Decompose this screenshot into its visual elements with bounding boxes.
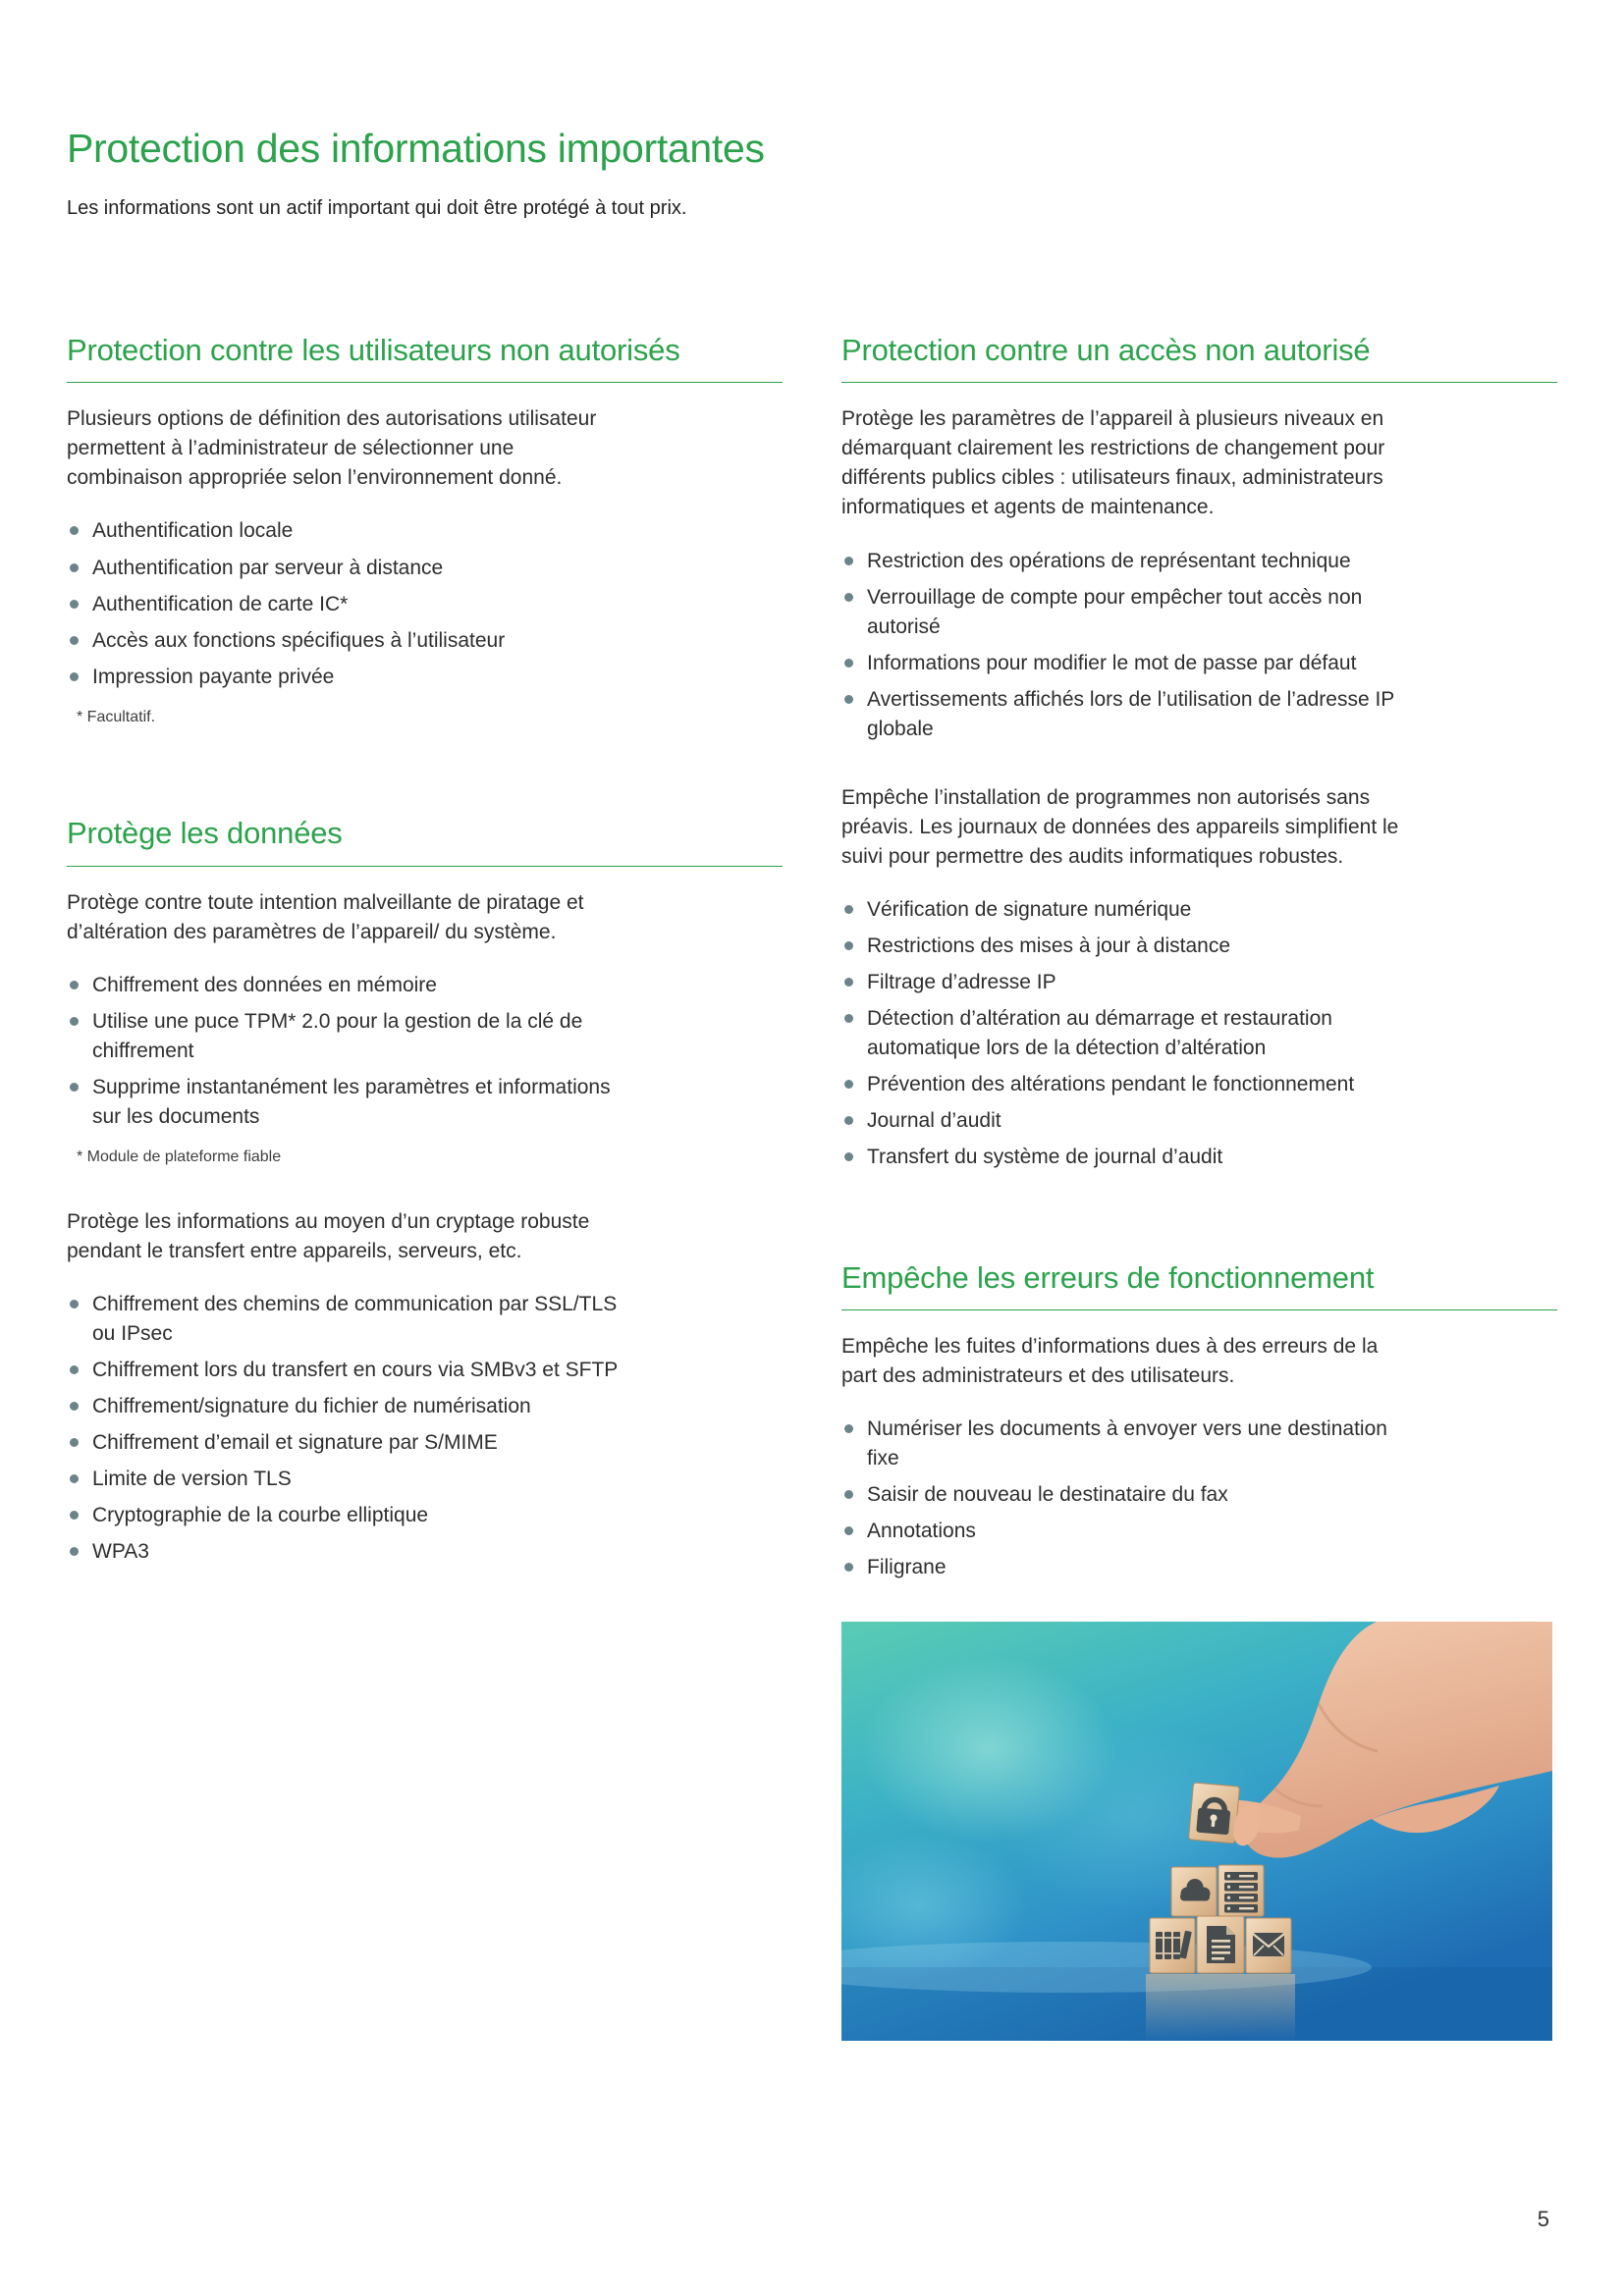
section-heading: Protection contre un accès non autorisé	[841, 333, 1371, 368]
bullet-list	[67, 516, 626, 691]
list-item: Prévention des altérations pendant le fonctionnement	[841, 1070, 1401, 1099]
section-rule	[841, 382, 1557, 383]
blocks-reflection	[1146, 1974, 1295, 2041]
document-icon	[1207, 1926, 1235, 1963]
section-intro: Plusieurs options de définition des autorisations utilisateur permettent à l’administrateur de sélectionner une combinaison appropriée selon l’environnement donné.	[67, 407, 597, 490]
page-subtitle: Les informations sont un actif important qui doit être protégé à tout prix.	[67, 197, 687, 220]
section-heading: Empêche les erreurs de fonctionnement	[841, 1259, 1375, 1295]
section-unauthorized-users	[67, 331, 783, 727]
list-item: Utilise une puce TPM* 2.0 pour la gestion de la clé de chiffrement	[67, 1007, 626, 1066]
list-item: Restriction des opérations de représentant technique	[841, 547, 1401, 576]
section-intro-2: Empêche l’installation de programmes non autorisés sans préavis. Les journaux de données des appareils simplifient le suivi pour permettre des audits informatiques robustes.	[841, 785, 1399, 868]
list-item: Chiffrement d’email et signature par S/MIME	[67, 1428, 626, 1458]
list-item: Accès aux fonctions spécifiques à l’utilisateur	[67, 626, 626, 656]
list-item: Chiffrement des chemins de communication par SSL/TLS ou IPsec	[67, 1290, 626, 1349]
list-item: Filtrage d’adresse IP	[841, 968, 1401, 997]
list-item: Supprime instantanément les paramètres et informations sur les documents	[67, 1073, 626, 1132]
list-item: Saisir de nouveau le destinataire du fax	[841, 1480, 1401, 1510]
bullet-list	[67, 1290, 626, 1567]
list-item: Cryptographie de la courbe elliptique	[67, 1501, 626, 1530]
list-item: Authentification par serveur à distance	[67, 554, 626, 583]
footnote: * Facultatif.	[77, 708, 156, 725]
section-unauthorized-access	[841, 331, 1557, 1172]
list-item: Impression payante privée	[67, 663, 626, 692]
list-item: Chiffrement lors du transfert en cours via SMBv3 et SFTP	[67, 1356, 626, 1385]
list-item: Limite de version TLS	[67, 1465, 626, 1494]
list-item: Vérification de signature numérique	[841, 895, 1401, 925]
list-item: Journal d’audit	[841, 1106, 1401, 1136]
section-intro: Protège contre toute intention malveillante de piratage et d’altération des paramètres de l’appareil/ du système.	[67, 890, 584, 943]
section-intro: Empêche les fuites d’informations dues à des erreurs de la part des administrateurs et des utilisateurs.	[841, 1335, 1379, 1388]
section-rule	[67, 866, 783, 867]
list-item: Verrouillage de compte pour empêcher tout accès non autorisé	[841, 583, 1401, 642]
two-column-layout	[67, 331, 1557, 2041]
list-item: Avertissements affichés lors de l’utilisation de l’adresse IP globale	[841, 685, 1401, 744]
page-number: 5	[1537, 2207, 1549, 2231]
document-block	[1197, 1916, 1244, 1973]
mail-icon	[1253, 1933, 1284, 1956]
list-item: Transfert du système de journal d’audit	[841, 1143, 1401, 1172]
list-item: Chiffrement/signature du fichier de numérisation	[67, 1392, 626, 1421]
list-item: Numériser les documents à envoyer vers une destination fixe	[841, 1415, 1401, 1473]
section-rule	[841, 1309, 1557, 1310]
section-heading: Protection contre les utilisateurs non autorisés	[67, 333, 680, 368]
server-block	[1218, 1865, 1264, 1916]
footnote: * Module de plateforme fiable	[77, 1148, 282, 1165]
list-item: Restrictions des mises à jour à distance	[841, 932, 1401, 961]
list-item: Annotations	[841, 1517, 1401, 1546]
security-blocks-photo	[841, 1622, 1552, 2041]
lock-block	[1189, 1783, 1240, 1843]
bullet-list	[841, 1415, 1401, 1582]
list-item: Filigrane	[841, 1553, 1401, 1582]
list-item: Informations pour modifier le mot de passe par défaut	[841, 649, 1401, 678]
section-intro: Protège les paramètres de l’appareil à plusieurs niveaux en démarquant clairement les restrictions de changement pour différents publics cibles : utilisateurs finaux, administrateurs informatiques et agents de maintenance.	[841, 407, 1385, 519]
bullet-list	[841, 547, 1401, 744]
right-column	[841, 331, 1557, 2041]
bullet-list	[841, 895, 1401, 1172]
mail-block	[1246, 1918, 1291, 1973]
section-intro-2: Protège les informations au moyen d’un cryptage robuste pendant le transfert entre appareils, serveurs, etc.	[67, 1209, 590, 1262]
list-item: WPA3	[67, 1537, 626, 1567]
page-title: Protection des informations importantes	[67, 126, 765, 171]
section-heading: Protège les données	[67, 816, 343, 851]
list-item: Authentification de carte IC*	[67, 590, 626, 619]
list-item: Détection d’altération au démarrage et restauration automatique lors de la détection d’altération	[841, 1004, 1401, 1063]
list-item: Authentification locale	[67, 516, 626, 546]
section-rule	[67, 382, 783, 383]
section-protects-data	[67, 814, 783, 1566]
bullet-list	[67, 971, 626, 1132]
cloud-block	[1171, 1867, 1217, 1916]
binders-icon	[1156, 1931, 1192, 1959]
section-operation-errors	[841, 1258, 1557, 1582]
left-column	[67, 331, 783, 1574]
list-item: Chiffrement des données en mémoire	[67, 971, 626, 1000]
binders-block	[1150, 1918, 1195, 1973]
